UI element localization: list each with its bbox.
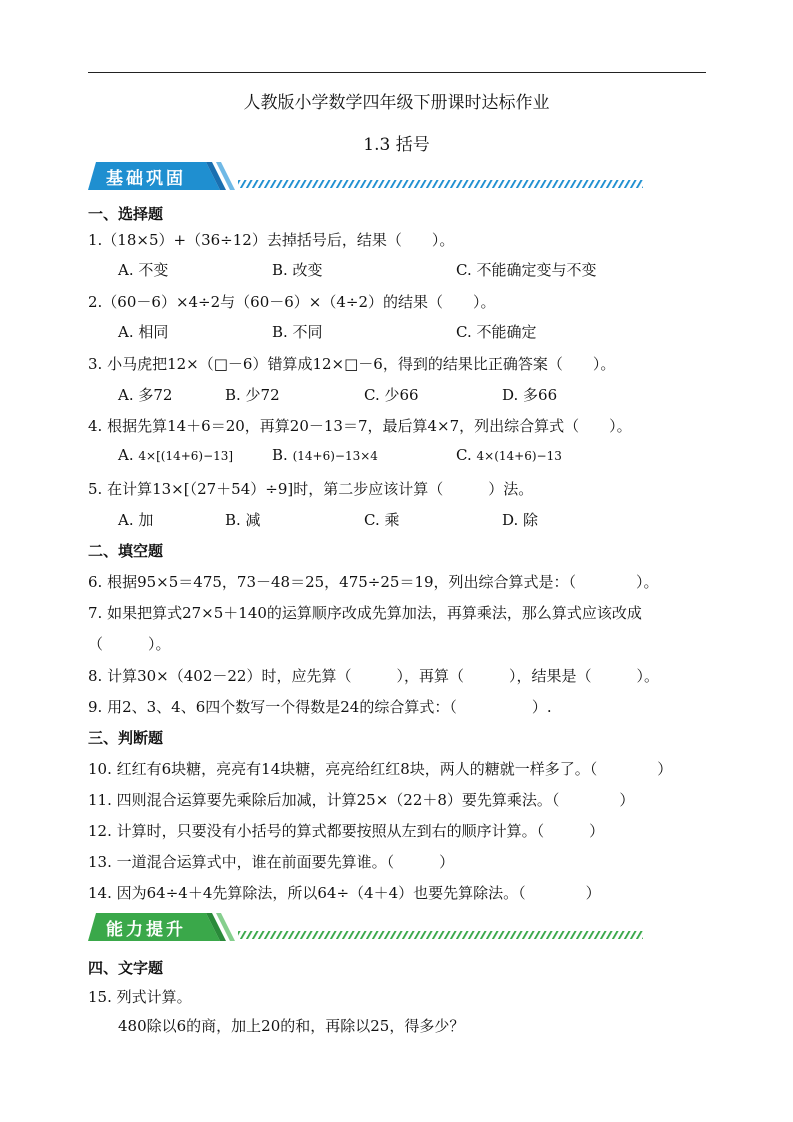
q3-option-a: A. 多72 [118,386,173,404]
q3-option-c: C. 少66 [364,386,419,404]
question-6: 6. 根据95×5＝475，73－48＝25，475÷25＝19，列出综合算式是：（ ）。 [88,573,659,591]
q1-option-a: A. 不变 [118,261,169,279]
q4-option-a-expr: 4×[(14+6)−13] [138,449,234,463]
section-word: 四、文字题 [88,959,164,977]
section-judge: 三、判断题 [88,729,164,747]
top-rule [88,72,706,73]
q4-option-a-label: A. [118,446,134,464]
banner-basic [88,160,643,192]
q2-option-b: B. 不同 [272,323,323,341]
section-choice: 一、选择题 [88,205,164,223]
q4-option-c-expr: 4×(14+6)−13 [476,449,562,463]
question-5: 5. 在计算13×[（27＋54）÷9]时，第二步应该计算（ ）法。 [88,480,534,498]
question-9: 9. 用2、3、4、6四个数写一个得数是24的综合算式：（ ）. [88,698,552,716]
page-subtitle: 1.3 括号 [363,135,430,155]
question-12: 12. 计算时，只要没有小括号的算式都要按照从左到右的顺序计算。（ ） [88,822,605,840]
q5-option-c: C. 乘 [364,511,400,529]
q2-option-a: A. 相同 [118,323,169,341]
banner-advanced-label: 能力提升 [106,920,186,940]
q1-option-c: C. 不能确定变与不变 [456,261,597,279]
question-2: 2.（60－6）×4÷2与（60－6）×（4÷2）的结果（ ）。 [88,293,496,311]
q3-option-d: D. 多66 [502,386,558,404]
banner-advanced [88,911,643,943]
question-7: 7. 如果把算式27×5＋140的运算顺序改成先算加法，再算乘法，那么算式应该改成 [88,604,642,622]
q4-option-b-label: B. [272,446,288,464]
q3-option-b: B. 少72 [225,386,280,404]
section-fill: 二、填空题 [88,542,164,560]
question-15-detail: 480除以6的商，加上20的和，再除以25，得多少？ [118,1017,465,1035]
q4-option-c [456,446,562,464]
question-4: 4. 根据先算14＋6＝20，再算20－13＝7，最后算4×7，列出综合算式（ ）。 [88,417,632,435]
q5-option-b: B. 减 [225,511,261,529]
q5-option-d: D. 除 [502,511,539,529]
question-8: 8. 计算30×（402－22）时，应先算（ ），再算（ ），结果是（ ）。 [88,667,659,685]
q5-option-a: A. 加 [118,511,154,529]
question-3: 3. 小马虎把12×（□－6）错算成12×□－6，得到的结果比正确答案（ ）。 [88,355,616,373]
question-14: 14. 因为64÷4＋4先算除法，所以64÷（4＋4）也要先算除法。（ ） [88,884,601,902]
question-1: 1.（18×5）+（36÷12）去掉括号后，结果（ ）。 [88,231,455,249]
q4-option-b [272,446,378,464]
banner-basic-label: 基础巩固 [106,169,186,189]
question-13: 13. 一道混合运算式中，谁在前面要先算谁。（ ） [88,853,455,871]
page-title: 人教版小学数学四年级下册课时达标作业 [243,93,550,113]
q4-option-c-label: C. [456,446,472,464]
q2-option-c: C. 不能确定 [456,323,537,341]
question-15: 15. 列式计算。 [88,988,192,1006]
question-10: 10. 红红有6块糖，亮亮有14块糖，亮亮给红红8块，两人的糖就一样多了。（ ） [88,760,673,778]
question-7-answer: （ ）。 [88,635,171,653]
question-11: 11. 四则混合运算要先乘除后加减，计算25×（22＋8）要先算乘法。（ ） [88,791,635,809]
q4-option-b-expr: (14+6)−13×4 [292,449,378,463]
q4-option-a [118,446,233,464]
q1-option-b: B. 改变 [272,261,323,279]
